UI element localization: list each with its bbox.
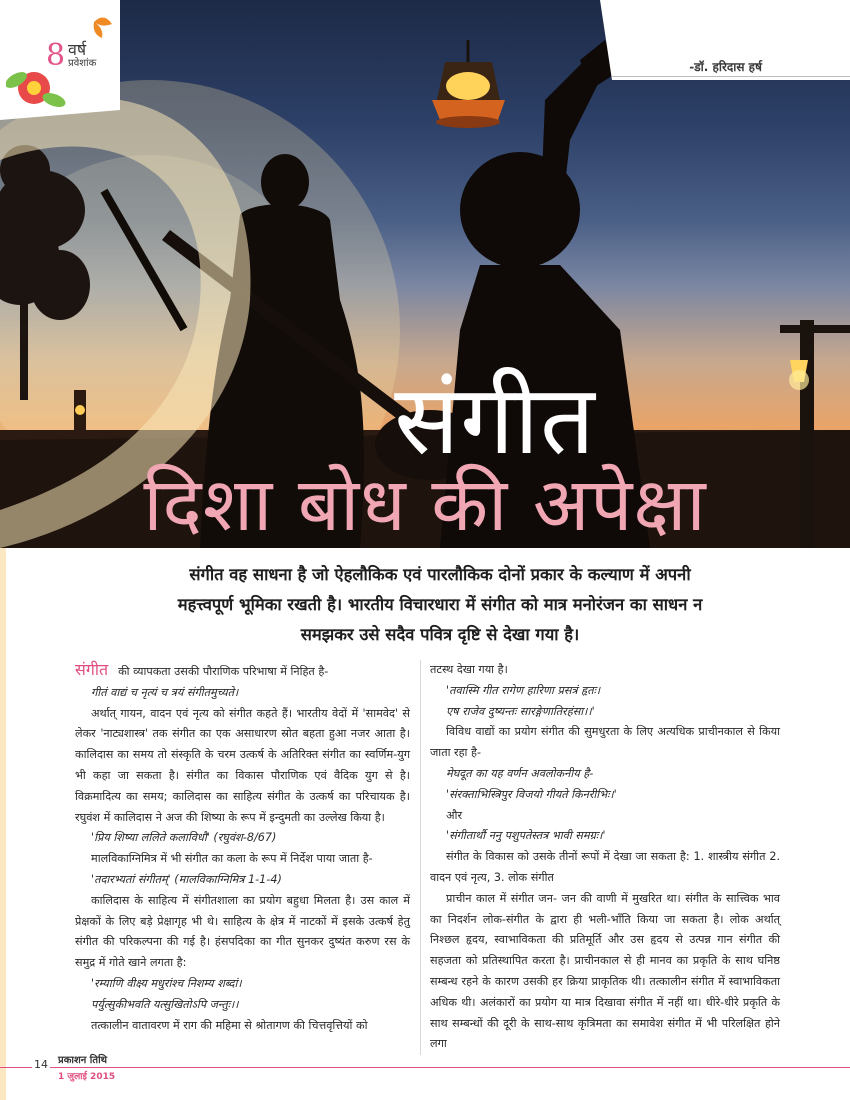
magazine-name: प्रकाशन तिथि <box>58 1055 108 1066</box>
left-p2: अर्थात् गायन, वादन एवं नृत्य को संगीत कहते हैं। भारतीय वेदों में 'सामवेद' से लेकर 'नाट्यशास्त्र' तक संगीत का एक असाधारण स्रोत बहता हुआ नजर आता है। कालिदास का समय तो संस्कृति के चरम उत्कर्ष के अतिरिक्त संगीत का स्वर्णिम-युग भी कहा जा सकता है। संगीत का विकास पौराणिक एवं वैदिक युग से है। विक्रमादित्य का समय; कालिदास का साहित्य संगीत के उत्कर्ष का परिचायक है। रघुवंश में कालिदास ने अज की शिष्या के रूप में इन्दुमती का उल्लेख किया है। <box>75 706 410 824</box>
footer-rule <box>0 1067 850 1068</box>
right-p2: विविध वाद्यों का प्रयोग संगीत की सुमधुरता के लिए अत्यधिक प्राचीनकाल से किया जाता रहा है- <box>430 725 780 760</box>
left-p4: कालिदास के साहित्य में संगीतशाला का प्रयोग बहुधा मिलता है। उस काल में प्रेक्षकों के लिए बड़े प्रेक्षागृह भी थे। साहित्य के क्षेत्र में नाटकों में इसके उत्कर्ष हेतु संगीत की परिकल्पना की गई है। हंसपदिका का गीत सुनकर दुष्यंत करुण रस के समुद्र में गोते खाने लगता है: <box>75 893 410 970</box>
intro-line-2: महत्त्वपूर्ण भूमिका रखती है। भारतीय विचारधारा में संगीत को मात्र मनोरंजन का साधन न <box>177 595 703 614</box>
column-divider <box>420 660 421 1055</box>
anniversary-badge <box>6 10 116 110</box>
drop-word: संगीत <box>75 660 109 679</box>
left-q4: 'रम्याणि वीक्ष्य मधुरांश्च निशम्य शब्दां। <box>91 976 242 990</box>
page-number: 14 <box>34 1058 48 1071</box>
left-q2: 'प्रिय शिष्या ललिते कलाविधौ' (रघुवंश-8/67) <box>91 831 277 845</box>
left-q3: 'तदारभ्यतां संगीतम्' (मालविकाग्निमित्र 1-1-4) <box>91 872 282 886</box>
left-q5: पर्युत्सुकीभवति यत्सुखितोऽपि जन्तुः।। <box>91 997 239 1011</box>
issue-date: 1 जुलाई 2015 <box>58 1072 116 1082</box>
right-q3: मेघदूत का यह वर्णन अवलोकनीय है- <box>446 766 594 780</box>
badge-line2: प्रवेशांक <box>68 58 97 69</box>
right-p5: प्राचीन काल में संगीत जन- जन की वाणी में मुखरित था। संगीत के सात्त्विक भाव का निदर्शन लोक-संगीत के द्वारा ही भली-भाँति किया जा सकता है। लोक अर्थात् निश्छल हृदय, स्वाभाविकता की प्रतिमूर्ति और उस हृदय से उत्पन्न गान संगीत की सहजता को प्रतिस्थापित करता है। प्राचीनकाल से ही मानव का प्रकृति के साथ घनिष्ठ सम्बन्ध रहने के कारण उसकी हर क्रिया प्राकृतिक थी। तत्कालीन संगीत में स्वाभाविकता अधिक थी। अलंकारों का प्रयोग या मात्र दिखावा संगीत में नहीं था। धीरे-धीरे प्रकृति के साथ सम्बन्धों की दूरी के साथ-साथ कृत्रिमता का समावेश संगीत में भी परिलक्षित होने लगा <box>430 891 780 1051</box>
right-p4: संगीत के विकास को उसके तीनों रूपों में देखा जा सकता है: 1. शास्त्रीय संगीत 2. वादन एवं नृत्य, 3. लोक संगीत <box>430 850 780 884</box>
butterfly-icon <box>94 17 112 38</box>
right-column <box>430 660 780 1055</box>
intro-line-1: संगीत वह साधना है जो ऐहलौकिक एवं पारलौकिक दोनों प्रकार के कल्याण में अपनी <box>189 565 691 584</box>
badge-text <box>68 40 97 69</box>
hanging-lantern <box>432 40 505 128</box>
left-p1: की व्यापकता उसकी पौराणिक परिभाषा में निहित है- <box>118 665 329 678</box>
right-p1: तटस्थ देखा गया है। <box>430 663 508 676</box>
left-column <box>75 660 410 1036</box>
main-title: संगीत <box>394 364 596 476</box>
right-q5: 'संगीतार्थौ ननु पशुपतेस्तत्र भावी समग्रः।' <box>446 829 606 843</box>
right-q4: 'संरक्ताभिस्त्रिपुर विजयो गीयते किनरीभिः।' <box>446 787 617 801</box>
left-p5: तत्कालीन वातावरण में राग की महिमा से श्रोतागण की चित्तवृत्तियों को <box>91 1018 368 1032</box>
right-q1: 'तवास्मि गीत रागेण हारिणा प्रसत्रं हृतः। <box>446 683 601 697</box>
author-rule <box>612 76 850 77</box>
left-q1: गीतं वाद्यं च नृत्यं च त्रयं संगीतमुच्यते। <box>91 685 239 699</box>
hero-photo <box>0 0 850 548</box>
badge-number: 8 <box>46 38 66 73</box>
author-name: -डॉ. हरिदास हर्ष <box>689 60 762 74</box>
left-p3: मालविकाग्निमित्र में भी संगीत का कला के रूप में निर्देश पाया जाता है- <box>91 852 373 866</box>
right-q2: एष राजेव दुष्यन्तः सारङ्गेणातिरहंसा।।' <box>446 704 595 718</box>
badge-line1: वर्ष <box>68 40 87 59</box>
sub-title: दिशा बोध की अपेक्षा <box>143 462 707 548</box>
intro-paragraph <box>120 560 760 650</box>
intro-line-3: समझकर उसे सदैव पवित्र दृष्टि से देखा गया है। <box>300 625 580 644</box>
right-p3: और <box>446 808 463 822</box>
